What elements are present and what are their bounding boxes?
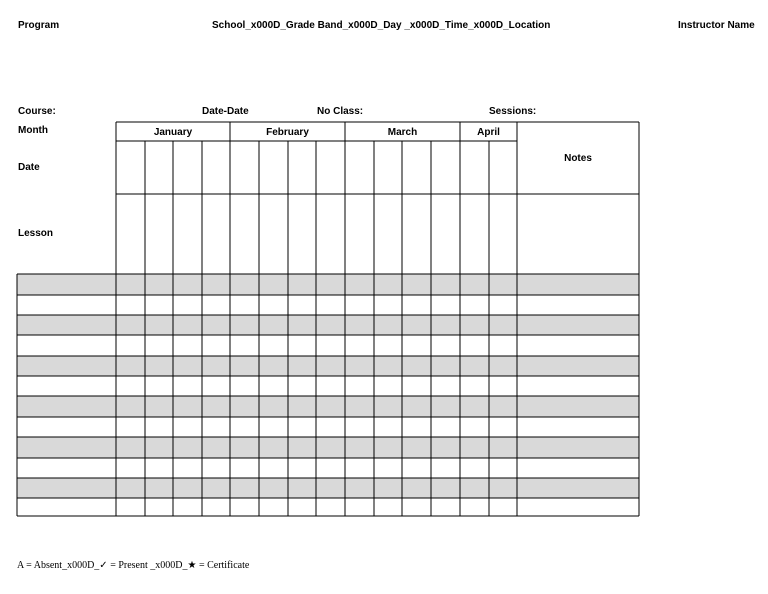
student-row[interactable] — [17, 335, 639, 356]
student-row[interactable] — [17, 315, 639, 335]
month-row-label: Month — [18, 125, 48, 136]
notes-header: Notes — [564, 153, 592, 164]
attendance-legend: A = Absent_x000D_✓ = Present _x000D_★ = Certificate — [17, 560, 250, 571]
month-header-january: January — [153, 127, 193, 138]
program-label: Program — [18, 20, 60, 31]
lesson-row-label: Lesson — [18, 228, 54, 239]
date-row-label: Date — [18, 162, 40, 173]
no-class-label: No Class: — [317, 106, 364, 117]
student-row[interactable] — [17, 274, 639, 295]
student-row[interactable] — [17, 458, 639, 478]
page-title: School_x000D_Grade Band_x000D_Day _x000D_Time_x000D_Location — [212, 20, 551, 31]
month-header-february: February — [266, 127, 309, 138]
student-row[interactable] — [17, 437, 639, 458]
instructor-name-label: Instructor Name — [678, 20, 755, 31]
student-row[interactable] — [17, 478, 639, 498]
student-row[interactable] — [17, 498, 639, 516]
student-row[interactable] — [17, 295, 639, 315]
student-row[interactable] — [17, 376, 639, 396]
month-header-april: April — [477, 127, 500, 138]
date-range-label: Date-Date — [202, 106, 249, 117]
sessions-label: Sessions: — [489, 106, 537, 117]
student-row[interactable] — [17, 417, 639, 437]
student-row[interactable] — [17, 356, 639, 376]
student-row[interactable] — [17, 396, 639, 417]
course-label: Course: — [18, 106, 56, 117]
month-header-march: March — [387, 127, 418, 138]
